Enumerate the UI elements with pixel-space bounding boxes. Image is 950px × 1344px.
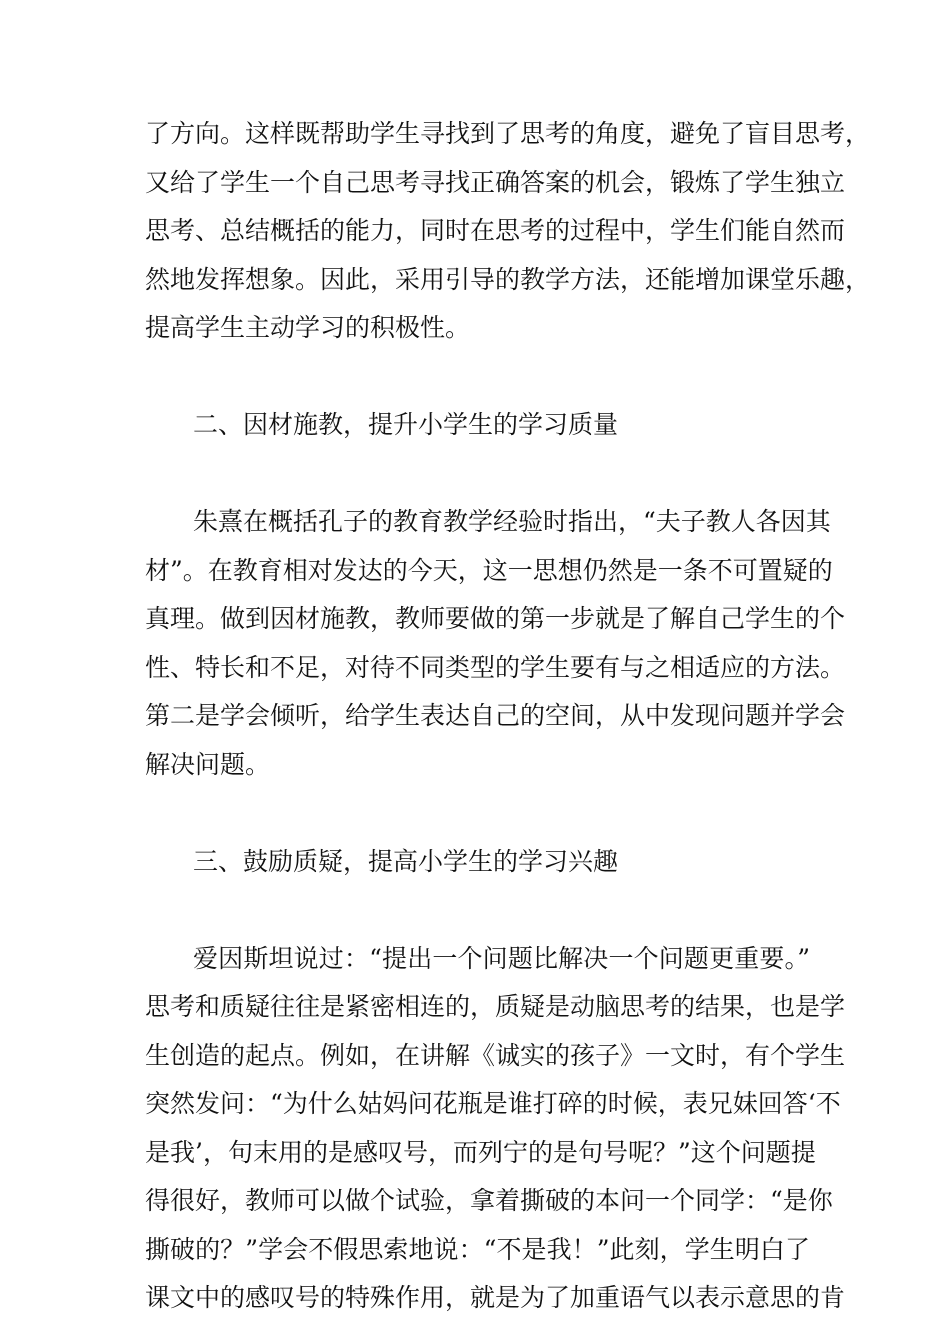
- text-line: 是我’，句末用的是感叹号，而列宁的是句号呢？”这个问题提: [145, 1137, 816, 1167]
- text-line: 得很好，教师可以做个试验，拿着撕破的本问一个同学：“是你: [145, 1186, 833, 1215]
- paragraph-guided-teaching: [145, 110, 871, 353]
- paragraph-encourage-questioning: [145, 935, 846, 1323]
- text-line: 生创造的起点。例如，在讲解《诚实的孩子》一文时，有个学生: [145, 1040, 846, 1070]
- text-line: 提高学生主动学习的积极性。: [145, 313, 471, 342]
- text-line: 解决问题。: [145, 749, 271, 779]
- section-heading-3: 三、鼓励质疑，提高小学生的学习兴趣: [193, 846, 619, 876]
- paragraph-spacer: [145, 450, 810, 499]
- paragraph-spacer: [145, 886, 810, 935]
- text-line: 然地发挥想象。因此，采用引导的教学方法，还能增加课堂乐趣，: [145, 264, 871, 294]
- text-line: 又给了学生一个自己思考寻找正确答案的机会，锻炼了学生独立: [145, 167, 846, 197]
- paragraph-spacer: [145, 353, 810, 402]
- text-line: 性、特长和不足，对待不同类型的学生要有与之相适应的方法。: [145, 652, 846, 682]
- text-line: 第二是学会倾听，给学生表达自己的空间，从中发现问题并学会: [145, 701, 846, 730]
- text-line: 爱因斯坦说过：“提出一个问题比解决一个问题更重要。”: [193, 943, 810, 973]
- text-line: 课文中的感叹号的特殊作用，就是为了加重语气以表示意思的肯: [145, 1283, 846, 1312]
- text-line: 材”。在教育相对发达的今天，这一思想仍然是一条不可置疑的: [145, 555, 833, 585]
- text-line: 思考、总结概括的能力，同时在思考的过程中，学生们能自然而: [145, 216, 846, 245]
- section-heading-2: 二、因材施教，提升小学生的学习质量: [193, 410, 619, 439]
- document-page: [145, 110, 871, 1323]
- paragraph-spacer: [145, 789, 810, 838]
- text-line: 真理。做到因材施教，教师要做的第一步就是了解自己学生的个: [145, 604, 846, 633]
- text-line: 朱熹在概括孔子的教育教学经验时指出，“夫子教人各因其: [193, 507, 831, 536]
- text-line: 思考和质疑往往是紧密相连的，质疑是动脑思考的结果，也是学: [145, 992, 846, 1021]
- text-line: 了方向。这样既帮助学生寻找到了思考的角度，避免了盲目思考，: [145, 119, 871, 148]
- text-line: 撕破的？”学会不假思索地说：“不是我！”此刻，学生明白了: [145, 1234, 810, 1264]
- text-line: 突然发问：“为什么姑妈问花瓶是谁打碎的时候，表兄妹回答‘不: [145, 1089, 841, 1118]
- paragraph-individualized-teaching: [145, 498, 846, 789]
